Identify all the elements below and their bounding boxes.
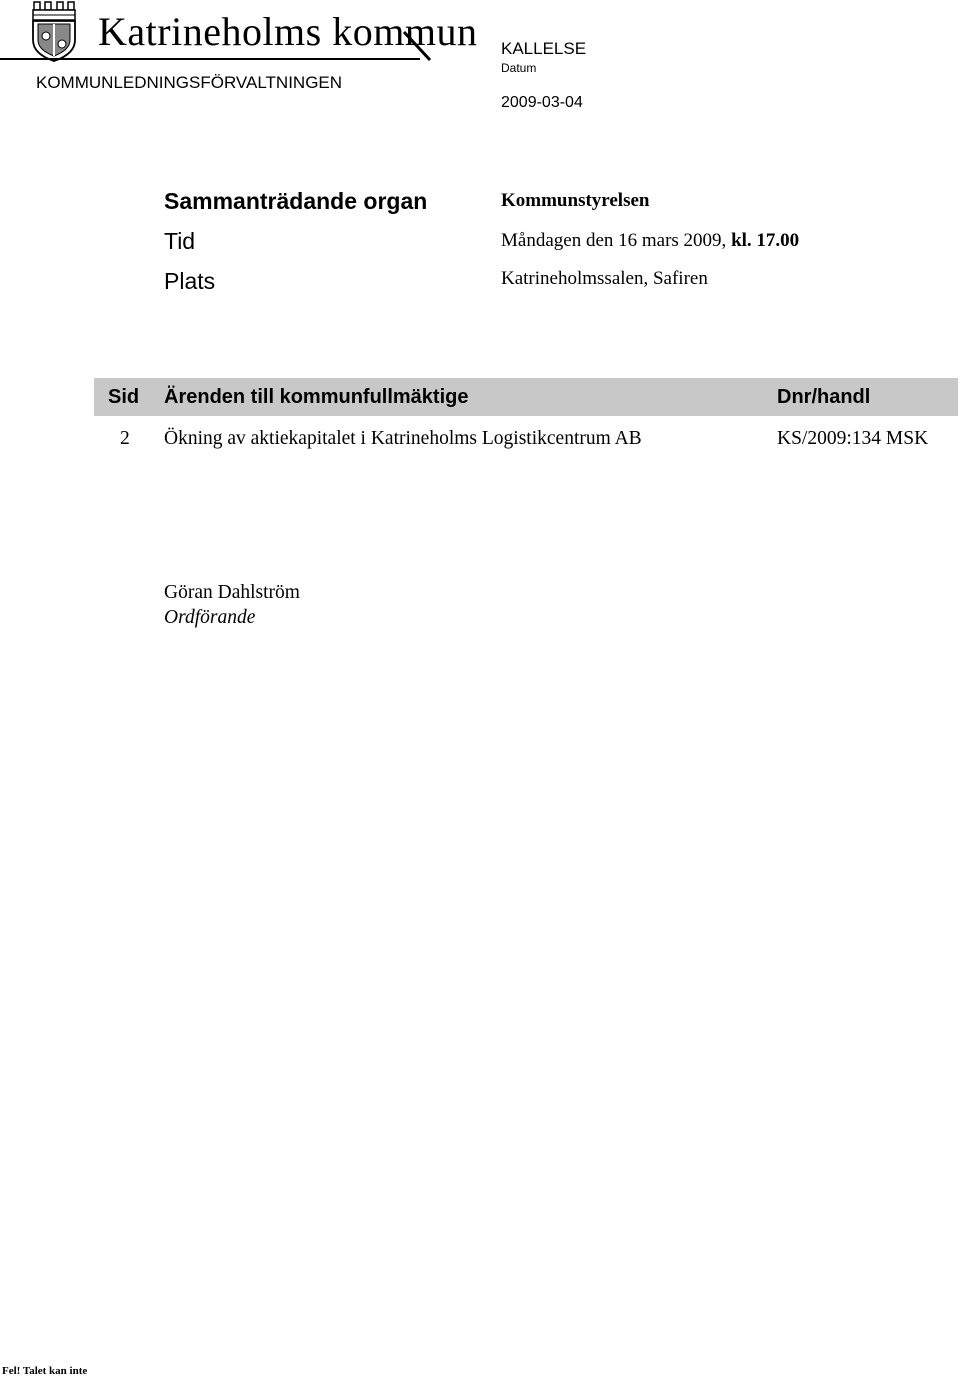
time-value-date: Måndagen den 16 mars 2009, xyxy=(501,230,727,251)
signatory-name: Göran Dahlström xyxy=(164,582,300,603)
place-value: Katrineholmssalen, Safiren xyxy=(501,268,708,289)
agenda-header-item: Ärenden till kommunfullmäktige xyxy=(164,386,469,408)
signatory-title: Ordförande xyxy=(164,607,256,628)
coat-of-arms-icon xyxy=(30,0,78,62)
agenda-header-ref: Dnr/handl xyxy=(777,386,871,408)
footer-error-text: Fel! Talet kan inte xyxy=(2,1365,88,1377)
time-value xyxy=(501,230,799,252)
agenda-row-item: Ökning av aktiekapitalet i Katrineholms Logistikcentrum AB xyxy=(164,428,642,449)
organ-label: Sammanträdande organ xyxy=(164,188,428,214)
agenda-row-sid: 2 xyxy=(120,428,130,449)
place-label: Plats xyxy=(164,268,216,294)
document-type: KALLELSE xyxy=(501,39,587,58)
header-rule xyxy=(0,58,420,60)
date-label: Datum xyxy=(501,61,537,75)
date-value: 2009-03-04 xyxy=(501,94,583,111)
agenda-header-sid: Sid xyxy=(108,386,140,408)
organ-value: Kommunstyrelsen xyxy=(501,190,650,211)
time-label: Tid xyxy=(164,228,196,254)
logo-slash-icon xyxy=(400,30,434,64)
time-value-hour: kl. 17.00 xyxy=(731,230,800,251)
municipality-logo-text: Katrineholms kommun xyxy=(98,9,478,54)
department-name: KOMMUNLEDNINGSFÖRVALTNINGEN xyxy=(36,73,343,92)
agenda-row-ref: KS/2009:134 MSK xyxy=(777,428,929,449)
